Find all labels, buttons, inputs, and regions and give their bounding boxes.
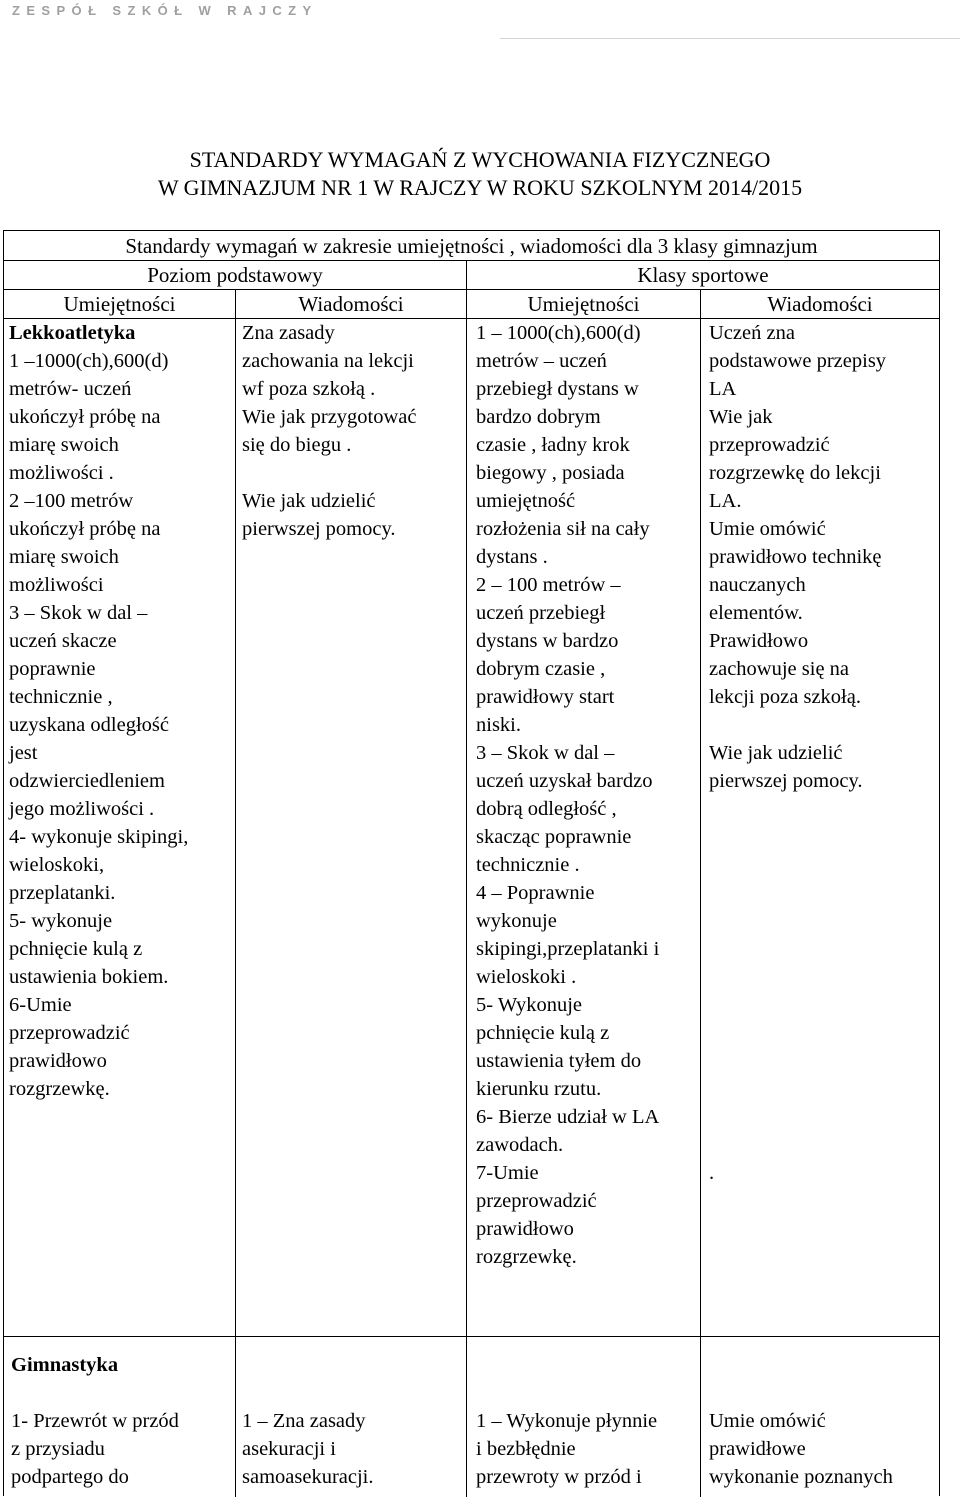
text-line: rozgrzewkę. xyxy=(9,1078,110,1100)
text-line: 5- Wykonuje xyxy=(476,994,582,1016)
text-line: wieloskoki . xyxy=(476,966,577,988)
text-line: przeplatanki. xyxy=(9,882,116,904)
text-line: pierwszej pomocy. xyxy=(242,518,396,540)
text-line: poprawnie xyxy=(9,658,96,680)
text-line: skacząc poprawnie xyxy=(476,826,632,848)
level-sport-header: Klasy sportowe xyxy=(637,263,769,287)
text-line: elementów. xyxy=(709,602,803,624)
text-line: prawidłowe xyxy=(709,1438,806,1460)
text-line: odzwierciedleniem xyxy=(9,770,165,792)
text-line: 7-Umie xyxy=(476,1162,539,1184)
text-line: uczeń przebiegł xyxy=(476,602,606,624)
text-line: wieloskoki, xyxy=(9,854,105,876)
text-line: 1 – 1000(ch),600(d) xyxy=(476,322,641,344)
athletics-sport-knowledge-trailing: . xyxy=(709,1162,715,1184)
text-line xyxy=(242,459,417,487)
text-line: 1 – Wykonuje płynnie xyxy=(476,1410,658,1432)
text-line: lekcji poza szkołą. xyxy=(709,686,861,708)
text-line: dystans . xyxy=(476,546,548,568)
text-line: 1 – Zna zasady xyxy=(242,1410,366,1432)
text-line: metrów- uczeń xyxy=(9,378,132,400)
document-title-line-2: W GIMNAZJUM NR 1 W RAJCZY W ROKU SZKOLNYM 2014/2015 xyxy=(157,175,803,200)
text-line: ukończył próbę na xyxy=(9,518,161,540)
text-line: wykonanie poznanych xyxy=(709,1466,893,1488)
table-divider xyxy=(235,289,236,1497)
text-line: wykonuje xyxy=(476,910,557,932)
text-line: bardzo dobrym xyxy=(476,406,601,428)
text-line: pchnięcie kulą z xyxy=(476,1022,610,1044)
text-line: technicznie , xyxy=(9,686,113,708)
text-line: miarę swoich xyxy=(9,434,119,456)
col-header-basic-skills: Umiejętności xyxy=(63,292,176,316)
text-line: Uczeń zna xyxy=(709,322,795,344)
gymnastics-sport-knowledge xyxy=(709,1407,893,1491)
text-line: możliwości . xyxy=(9,462,114,484)
text-line: Zna zasady xyxy=(242,322,335,344)
text-line: nauczanych xyxy=(709,574,806,596)
text-line: prawidłowo xyxy=(476,1218,574,1240)
athletics-sport-skills xyxy=(476,319,659,1271)
text-line: podpartego do xyxy=(11,1466,129,1488)
text-line xyxy=(709,711,886,739)
text-line: LA xyxy=(709,378,737,400)
text-line: przeprowadzić xyxy=(476,1190,597,1212)
text-line: jest xyxy=(9,742,38,764)
text-line: dystans w bardzo xyxy=(476,630,619,652)
level-basic-header: Poziom podstawowy xyxy=(147,263,323,287)
text-line: Wie jak udzielić xyxy=(242,490,376,512)
requirements-table xyxy=(3,230,940,1496)
text-line: 2 –100 metrów xyxy=(9,490,134,512)
athletics-sport-knowledge xyxy=(709,319,886,795)
text-line: zachowuje się na xyxy=(709,658,850,680)
text-line: rozgrzewkę. xyxy=(476,1246,577,1268)
text-line: i bezbłędnie xyxy=(476,1438,576,1460)
text-line: zachowania na lekcji xyxy=(242,350,414,372)
text-line: 6- Bierze udział w LA xyxy=(476,1106,660,1128)
text-line: uczeń skacze xyxy=(9,630,117,652)
text-line: uzyskana odległość xyxy=(9,714,169,736)
gymnastics-sport-skills xyxy=(476,1407,657,1491)
text-line: uczeń uzyskał bardzo xyxy=(476,770,653,792)
text-line: możliwości xyxy=(9,574,104,596)
text-line: przeprowadzić xyxy=(709,434,830,456)
text-line: Prawidłowo xyxy=(709,630,809,652)
text-line: jego możliwości . xyxy=(9,798,155,820)
school-header: ZESPÓŁ SZKÓŁ W RAJCZY xyxy=(12,3,318,18)
text-line: Umie omówić xyxy=(709,1410,826,1432)
text-line: ustawienia bokiem. xyxy=(9,966,169,988)
table-divider xyxy=(466,260,467,1497)
text-line: 6-Umie xyxy=(9,994,72,1016)
text-line: z przysiadu xyxy=(11,1438,105,1460)
text-line: ukończył próbę na xyxy=(9,406,161,428)
text-line: umiejętność xyxy=(476,490,576,512)
gymnastics-basic-knowledge xyxy=(242,1407,374,1491)
text-line: samoasekuracji. xyxy=(242,1466,374,1488)
text-line: dobrym czasie , xyxy=(476,658,606,680)
text-line: wf poza szkołą . xyxy=(242,378,376,400)
text-line: miarę swoich xyxy=(9,546,119,568)
text-line: niski. xyxy=(476,714,521,736)
athletics-basic-skills xyxy=(9,347,188,1103)
text-line: prawidłowo technikę xyxy=(709,546,882,568)
col-header-sport-skills: Umiejętności xyxy=(527,292,640,316)
table-divider xyxy=(700,289,701,1497)
text-line: Umie omówić xyxy=(709,518,826,540)
text-line: zawodach. xyxy=(476,1134,564,1156)
table-rule xyxy=(4,1336,939,1337)
text-line: prawidłowo xyxy=(9,1050,107,1072)
document-title-line-1: STANDARDY WYMAGAŃ Z WYCHOWANIA FIZYCZNEGO xyxy=(189,147,771,172)
text-line: 2 – 100 metrów – xyxy=(476,574,621,596)
text-line: 1- Przewrót w przód xyxy=(11,1410,179,1432)
text-line: przebiegł dystans w xyxy=(476,378,639,400)
text-line: rozłożenia sił na cały xyxy=(476,518,650,540)
text-line: rozgrzewkę do lekcji xyxy=(709,462,881,484)
text-line: Wie jak przygotować xyxy=(242,406,417,428)
text-line: 5- wykonuje xyxy=(9,910,113,932)
col-header-basic-knowledge: Wiadomości xyxy=(298,292,404,316)
text-line: LA. xyxy=(709,490,742,512)
text-line: przewroty w przód i xyxy=(476,1466,642,1488)
text-line: dobrą odległość , xyxy=(476,798,617,820)
header-rule xyxy=(500,38,960,39)
text-line: przeprowadzić xyxy=(9,1022,130,1044)
table-caption: Standardy wymagań w zakresie umiejętności , wiadomości dla 3 klasy gimnazjum xyxy=(125,234,818,258)
text-line: Wie jak xyxy=(709,406,773,428)
text-line: Wie jak udzielić xyxy=(709,742,843,764)
text-line: ustawienia tyłem do xyxy=(476,1050,642,1072)
text-line: się do biegu . xyxy=(242,434,352,456)
text-line: metrów – uczeń xyxy=(476,350,607,372)
text-line: pierwszej pomocy. xyxy=(709,770,863,792)
text-line: 4 – Poprawnie xyxy=(476,882,595,904)
athletics-basic-knowledge xyxy=(242,319,417,543)
text-line: biegowy , posiada xyxy=(476,462,625,484)
section-title-athletics: Lekkoatletyka xyxy=(9,322,136,344)
text-line: skipingi,przeplatanki i xyxy=(476,938,660,960)
text-line: technicznie . xyxy=(476,854,580,876)
text-line: 3 – Skok w dal – xyxy=(9,602,148,624)
text-line: 1 –1000(ch),600(d) xyxy=(9,350,169,372)
text-line: 3 – Skok w dal – xyxy=(476,742,615,764)
text-line: prawidłowy start xyxy=(476,686,615,708)
text-line: czasie , ładny krok xyxy=(476,434,630,456)
col-header-sport-knowledge: Wiadomości xyxy=(767,292,873,316)
athletics-basic-skills-cell xyxy=(9,319,188,1103)
section-title-gymnastics: Gimnastyka xyxy=(11,1354,119,1376)
gymnastics-basic-skills xyxy=(11,1407,179,1491)
text-line: asekuracji i xyxy=(242,1438,336,1460)
text-line: podstawowe przepisy xyxy=(709,350,887,372)
text-line: 4- wykonuje skipingi, xyxy=(9,826,189,848)
text-line: kierunku rzutu. xyxy=(476,1078,602,1100)
text-line: pchnięcie kulą z xyxy=(9,938,143,960)
